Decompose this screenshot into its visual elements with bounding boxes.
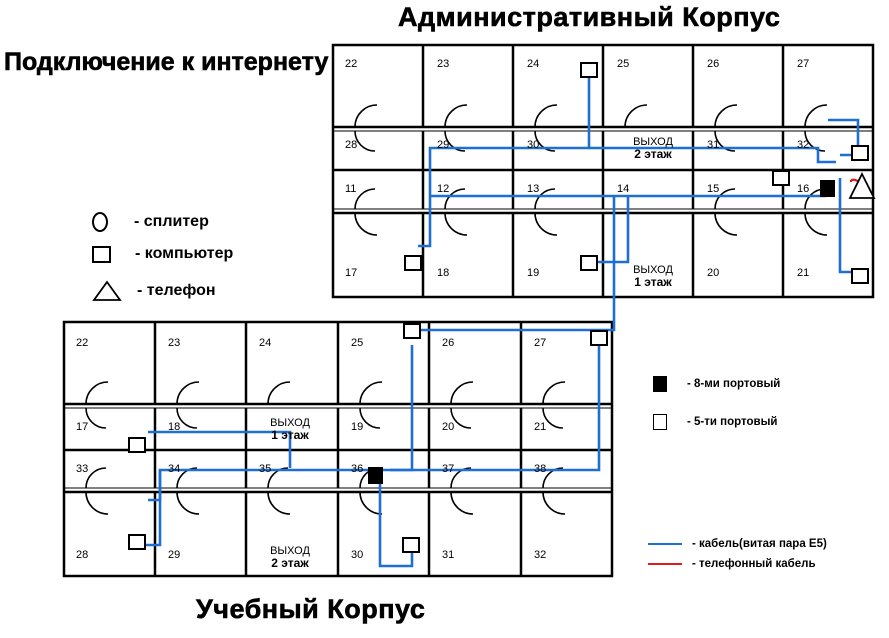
exit-marker-admin-floor1 [617,264,689,289]
room-label: 30 [351,549,364,561]
phone-cable-path [851,180,862,189]
room-label: 16 [797,183,810,195]
exit-marker-study-floor1 [250,417,330,442]
page-title-study-building: Учебный Корпус [196,594,426,624]
room-label: 13 [527,183,540,195]
room-label: 18 [168,421,181,433]
legend-label: - 5-ти портовый [687,416,778,428]
exit-label-line1: ВЫХОД [633,136,673,148]
room-label: 28 [345,139,358,151]
room-label: 26 [707,58,720,70]
legend-label: - телефон [137,282,216,299]
room-label: 33 [76,463,89,475]
exit-label-line1: ВЫХОД [633,264,673,276]
room-label: 15 [707,183,720,195]
room-label: 32 [797,139,810,151]
room-label: 34 [168,463,181,475]
room-label: 20 [442,421,455,433]
switch-8port-node [820,180,835,197]
legend-label: - сплитер [134,213,209,230]
computer-node [402,537,420,553]
room-label: 21 [797,267,810,279]
computer-node [128,534,146,550]
computer-node [772,170,790,186]
page-title-admin-building: Административный Корпус [398,2,781,32]
outline-square-icon [653,414,667,430]
legend-item-network-cable [648,534,827,554]
room-label: 11 [345,183,357,195]
exit-label-line2: 2 этаж [271,556,309,570]
exit-label-line1: ВЫХОД [270,417,310,429]
room-label: 31 [442,549,455,561]
legend-label: - телефонный кабель [692,558,816,570]
room-label: 38 [534,463,547,475]
telephone-node [850,174,874,198]
legend-cables [648,534,827,574]
computer-node [404,255,422,271]
room-label: 19 [527,267,540,279]
computer-node [851,268,869,284]
page-title-topic: Подключение к интернету [4,48,329,76]
legend-item-computer [92,239,233,269]
exit-marker-admin-floor2 [617,136,689,161]
exit-label-line2: 2 этаж [634,147,672,161]
room-label: 20 [707,267,720,279]
room-label: 32 [534,549,547,561]
room-label: 14 [617,183,630,195]
room-label: 23 [437,58,450,70]
computer-node [128,437,146,453]
exit-marker-study-floor2 [250,545,330,570]
computer-node [851,145,869,161]
exit-label-line2: 1 этаж [271,428,309,442]
triangle-icon [92,280,122,302]
computer-node [580,62,598,78]
red-line-icon [648,563,682,565]
room-label: 30 [527,139,540,151]
room-label: 17 [76,421,89,433]
legend-item-phone [92,272,233,302]
room-label: 27 [534,337,547,349]
exit-label-line2: 1 этаж [634,275,672,289]
room-label: 36 [351,463,364,475]
room-label: 21 [534,421,547,433]
room-label: 27 [797,58,810,70]
legend-label: - компьютер [135,245,234,262]
computer-node [580,255,598,271]
filled-square-icon [653,376,667,392]
room-label: 37 [442,463,455,475]
room-label: 28 [76,549,89,561]
room-label: 22 [76,337,89,349]
legend-switches [653,372,780,434]
room-label: 29 [437,139,450,151]
room-label: 24 [259,337,272,349]
legend-label: - 8-ми портовый [687,378,781,390]
legend-item-splitter [92,208,233,236]
room-label: 29 [168,549,181,561]
computer-node [590,330,608,346]
legend-symbols [92,208,233,302]
legend-label: - кабель(витая пара E5) [692,538,827,550]
room-label: 17 [345,267,358,279]
room-label: 18 [437,267,450,279]
room-label: 31 [707,139,720,151]
exit-label-line1: ВЫХОД [270,545,310,557]
room-label: 35 [259,463,272,475]
square-icon [92,246,111,263]
legend-item-phone-cable [648,554,827,574]
ellipse-icon [92,212,108,232]
room-label: 23 [168,337,181,349]
legend-item-switch-5 [653,410,780,434]
room-label: 26 [442,337,455,349]
switch-8port-node [368,467,383,484]
room-label: 25 [351,337,364,349]
computer-node [403,323,421,339]
room-label: 24 [527,58,540,70]
blue-line-icon [648,543,682,545]
room-label: 12 [437,183,450,195]
legend-item-switch-8 [653,372,780,396]
network-cable-path [146,72,858,566]
room-label: 19 [351,421,364,433]
room-label: 25 [617,58,630,70]
room-label: 22 [345,58,358,70]
